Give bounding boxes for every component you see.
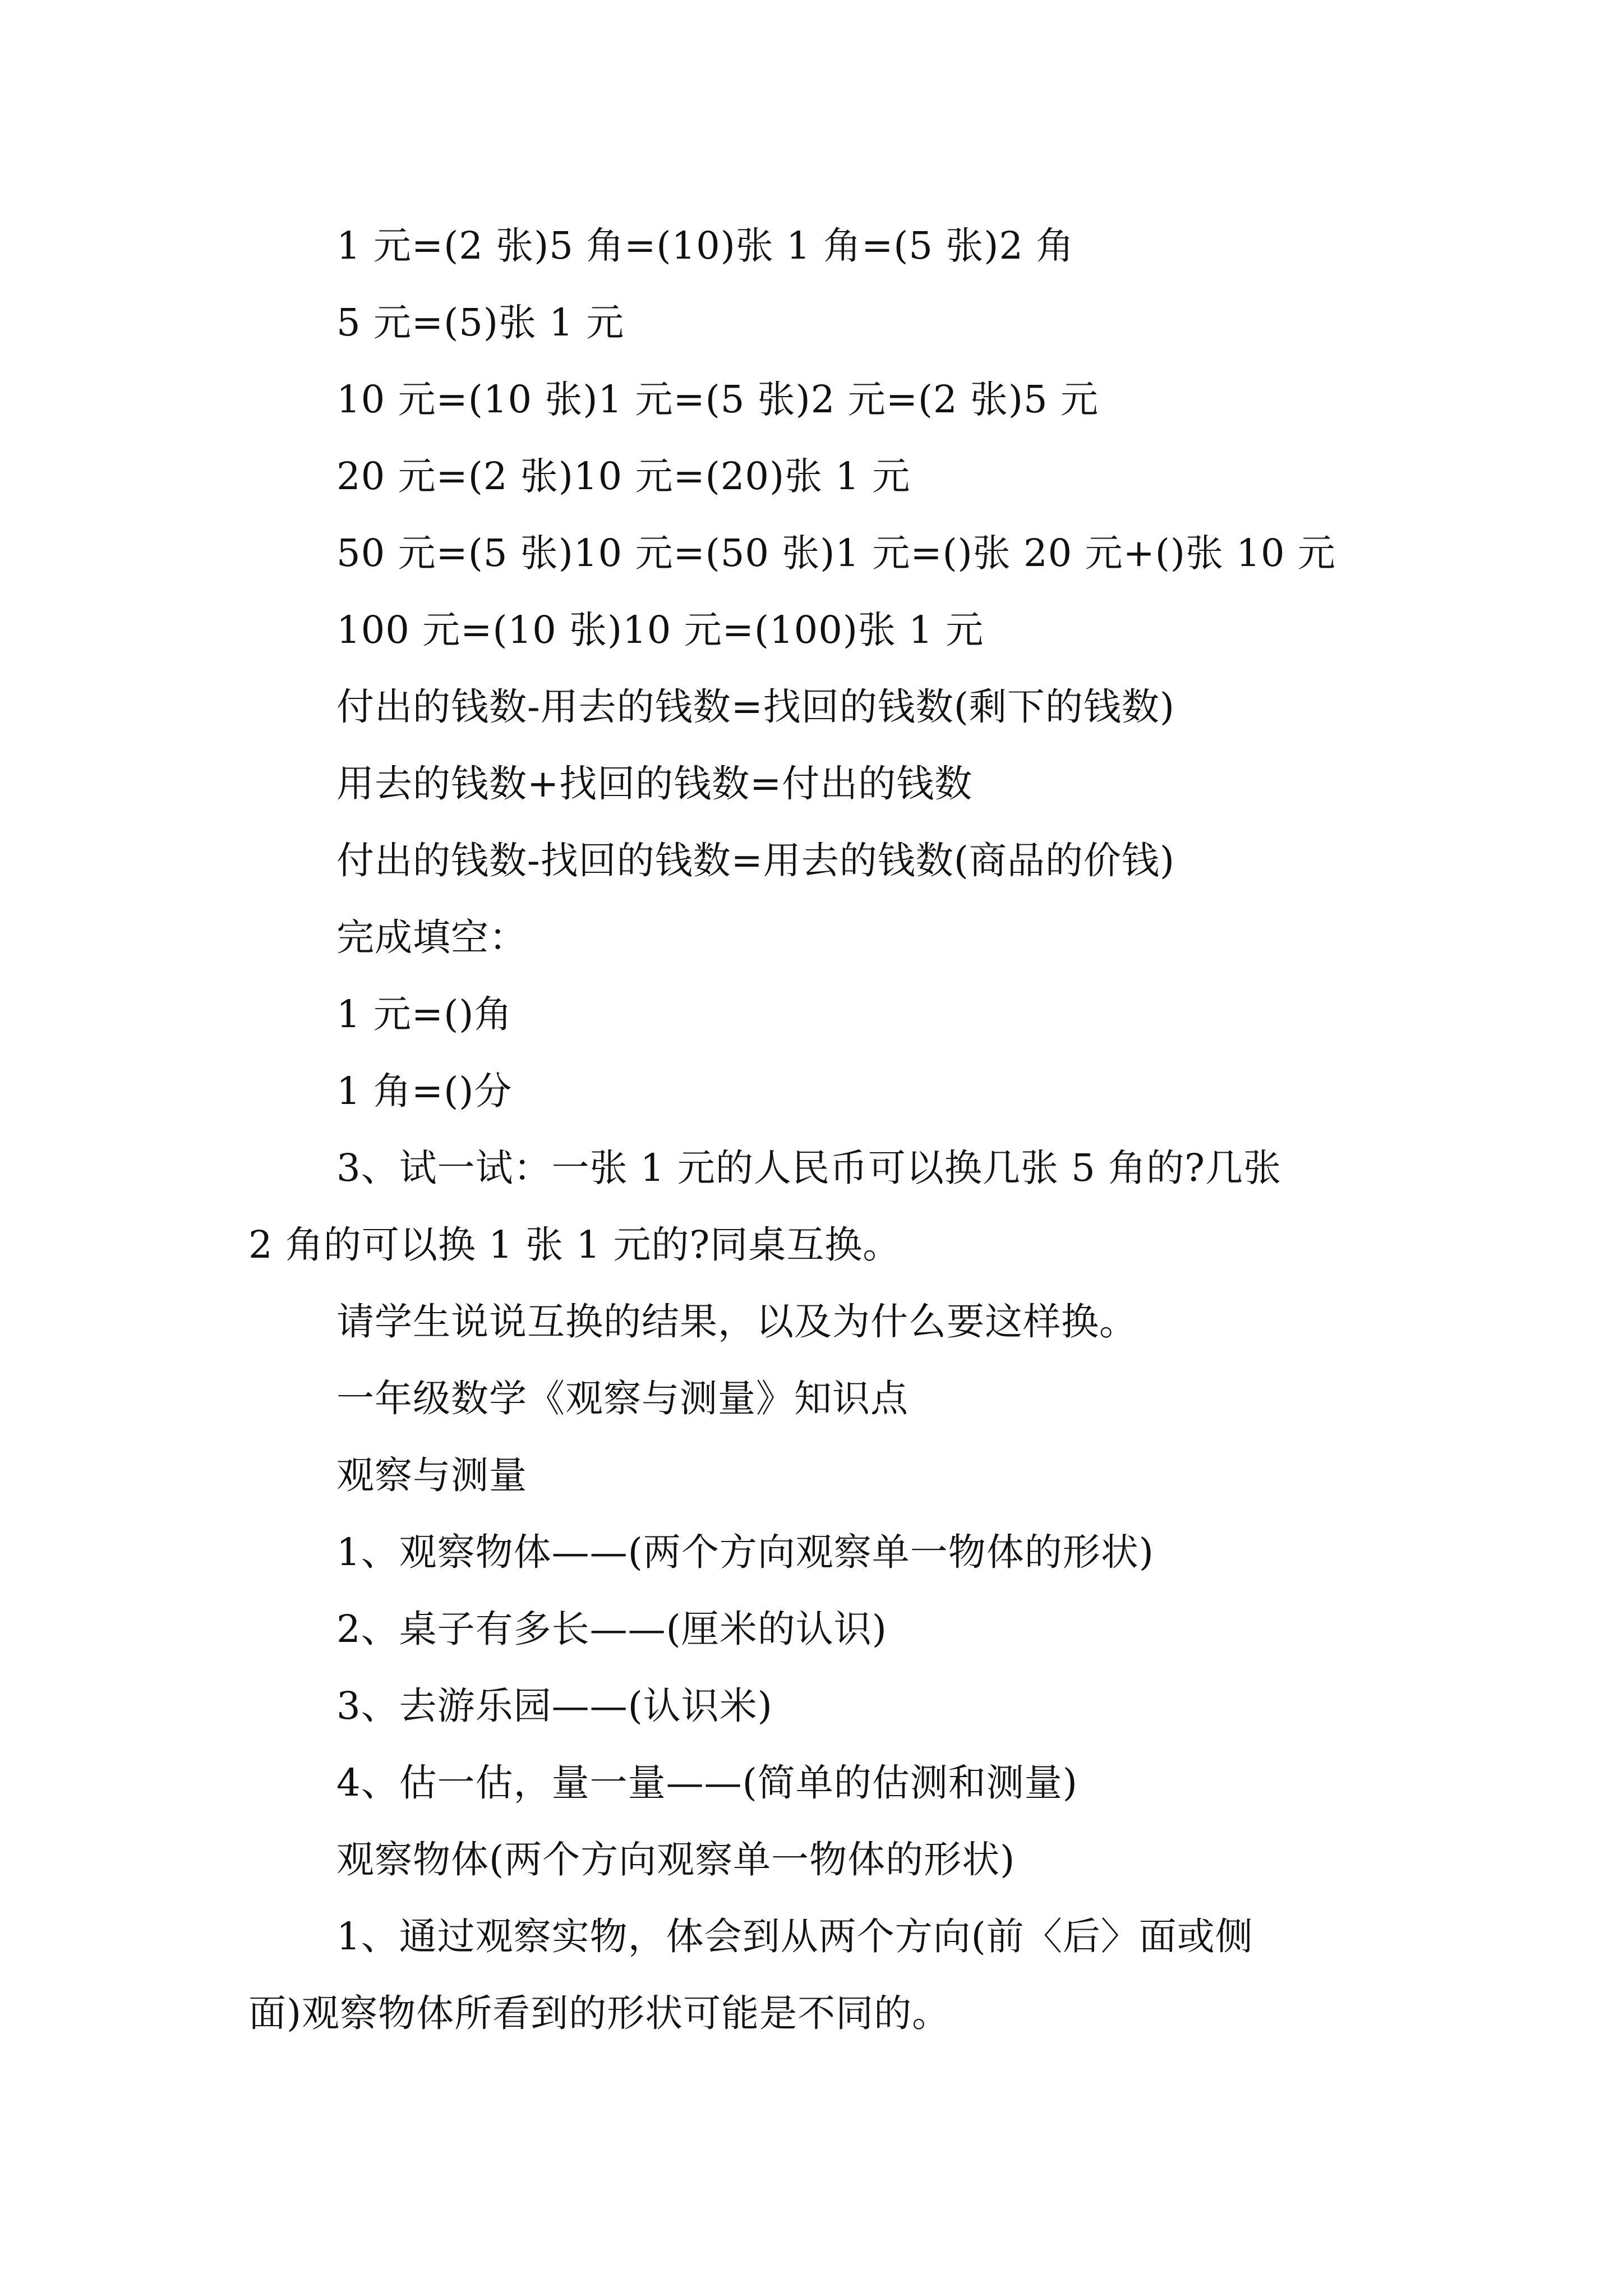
subsection-heading: 观察物体(两个方向观察单一物体的形状) — [336, 1838, 1016, 1881]
text-line: 3、试一试：一张 1 元的人民币可以换几张 5 角的?几张 — [336, 1146, 1281, 1190]
text-line: 3、去游乐园——(认识米) — [336, 1684, 773, 1728]
text-line: 1 元=(2 张)5 角=(10)张 1 角=(5 张)2 角 — [336, 224, 1075, 268]
text-line: 1、观察物体——(两个方向观察单一物体的形状) — [336, 1530, 1154, 1574]
text-line-continuation: 面)观察物体所看到的形状可能是不同的。 — [248, 1991, 951, 2035]
text-line: 付出的钱数-用去的钱数=找回的钱数(剩下的钱数) — [336, 685, 1175, 729]
text-line: 2、桌子有多长——(厘米的认识) — [336, 1607, 887, 1651]
section-heading: 一年级数学《观察与测量》知识点 — [336, 1377, 909, 1420]
text-line: 10 元=(10 张)1 元=(5 张)2 元=(2 张)5 元 — [336, 378, 1099, 421]
text-line: 20 元=(2 张)10 元=(20)张 1 元 — [336, 454, 911, 498]
subsection-heading: 观察与测量 — [336, 1453, 527, 1497]
text-line: 请学生说说互换的结果，以及为什么要这样换。 — [336, 1300, 1137, 1343]
text-line: 用去的钱数+找回的钱数=付出的钱数 — [336, 762, 973, 806]
text-line: 1 角=()分 — [336, 1069, 513, 1113]
text-line: 1、通过观察实物，体会到从两个方向(前〈后〉面或侧 — [336, 1915, 1253, 1958]
text-line: 完成填空： — [336, 915, 527, 959]
document-body — [248, 208, 1393, 2052]
text-line: 4、估一估，量一量——(简单的估测和测量) — [336, 1761, 1078, 1805]
text-line: 5 元=(5)张 1 元 — [336, 301, 625, 344]
text-line-continuation: 2 角的可以换 1 张 1 元的?同桌互换。 — [248, 1223, 901, 1267]
text-line: 1 元=()角 — [336, 992, 513, 1036]
text-line: 50 元=(5 张)10 元=(50 张)1 元=()张 20 元+()张 10 元 — [336, 531, 1336, 575]
text-line: 100 元=(10 张)10 元=(100)张 1 元 — [336, 608, 984, 652]
text-line: 付出的钱数-找回的钱数=用去的钱数(商品的价钱) — [336, 839, 1175, 882]
